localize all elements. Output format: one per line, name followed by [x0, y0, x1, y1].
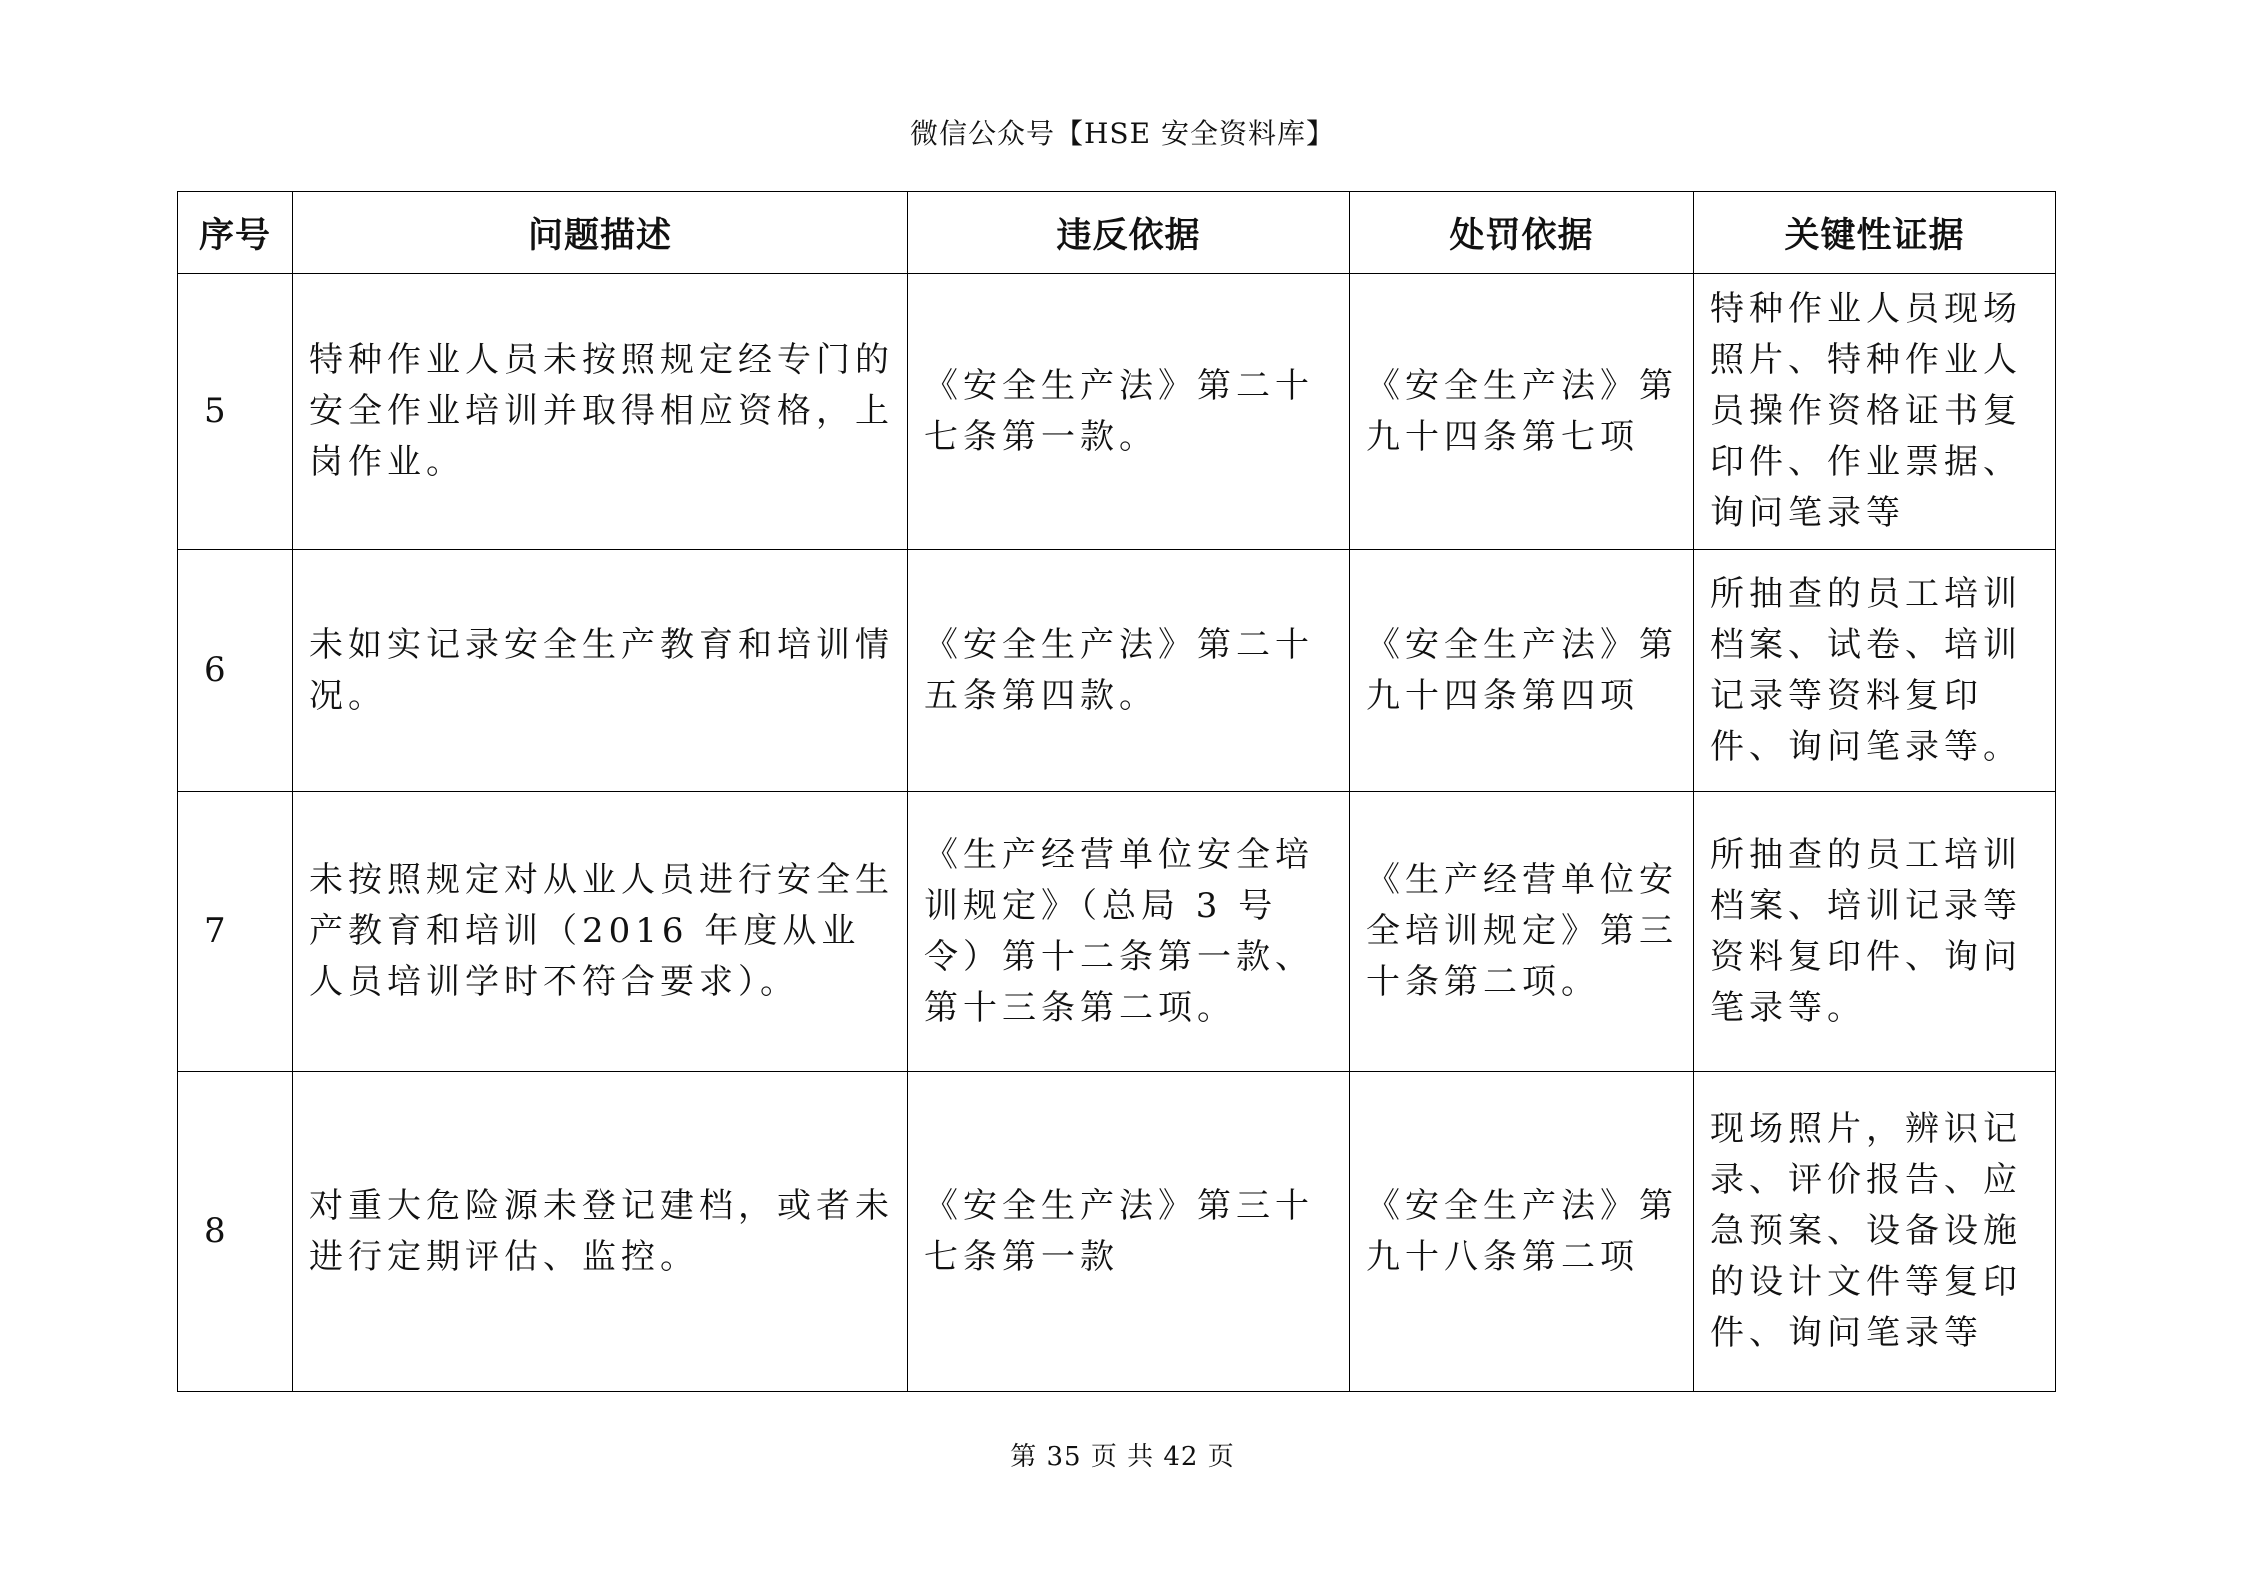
table-row: [178, 274, 2056, 550]
key-evidence: 所抽查的员工培训档案、试卷、培训记录等资料复印件、询问笔录等。: [1694, 550, 2056, 792]
table-row: [178, 792, 2056, 1072]
column-header-key-evidence: 关键性证据: [1694, 192, 2056, 274]
column-header-no: 序号: [178, 192, 293, 274]
page-number: 第 35 页 共 42 页: [1010, 1442, 1235, 1472]
table-row: [178, 550, 2056, 792]
penalty-table: [177, 191, 2056, 1392]
problem-description: 未如实记录安全生产教育和培训情况。: [293, 550, 908, 792]
penalty-basis: 《安全生产法》第九十八条第二项: [1350, 1072, 1694, 1392]
table-header-row: [178, 192, 2056, 274]
table-row: [178, 1072, 2056, 1392]
key-evidence: 特种作业人员现场照片、特种作业人员操作资格证书复印件、作业票据、询问笔录等: [1694, 274, 2056, 550]
penalty-basis: 《生产经营单位安全培训规定》第三十条第二项。: [1350, 792, 1694, 1072]
key-evidence: 现场照片，辨识记录、评价报告、应急预案、设备设施的设计文件等复印件、询问笔录等: [1694, 1072, 2056, 1392]
problem-description: 对重大危险源未登记建档，或者未进行定期评估、监控。: [293, 1072, 908, 1392]
penalty-basis: 《安全生产法》第九十四条第四项: [1350, 550, 1694, 792]
row-number: 8: [178, 1072, 293, 1392]
violation-basis: 《安全生产法》第二十五条第四款。: [908, 550, 1350, 792]
row-number: 7: [178, 792, 293, 1072]
problem-description: 未按照规定对从业人员进行安全生产教育和培训（2016 年度从业人员培训学时不符合要求）。: [293, 792, 908, 1072]
column-header-violation-basis: 违反依据: [908, 192, 1350, 274]
penalty-basis: 《安全生产法》第九十四条第七项: [1350, 274, 1694, 550]
row-number: 5: [178, 274, 293, 550]
violation-basis: 《安全生产法》第二十七条第一款。: [908, 274, 1350, 550]
violation-basis: 《安全生产法》第三十七条第一款: [908, 1072, 1350, 1392]
violation-basis: 《生产经营单位安全培训规定》（总局 3 号令）第十二条第一款、第十三条第二项。: [908, 792, 1350, 1072]
column-header-penalty-basis: 处罚依据: [1350, 192, 1694, 274]
row-number: 6: [178, 550, 293, 792]
page-header: 微信公众号【HSE 安全资料库】: [910, 117, 1335, 150]
column-header-description: 问题描述: [293, 192, 908, 274]
key-evidence: 所抽查的员工培训档案、培训记录等资料复印件、询问笔录等。: [1694, 792, 2056, 1072]
problem-description: 特种作业人员未按照规定经专门的安全作业培训并取得相应资格，上岗作业。: [293, 274, 908, 550]
